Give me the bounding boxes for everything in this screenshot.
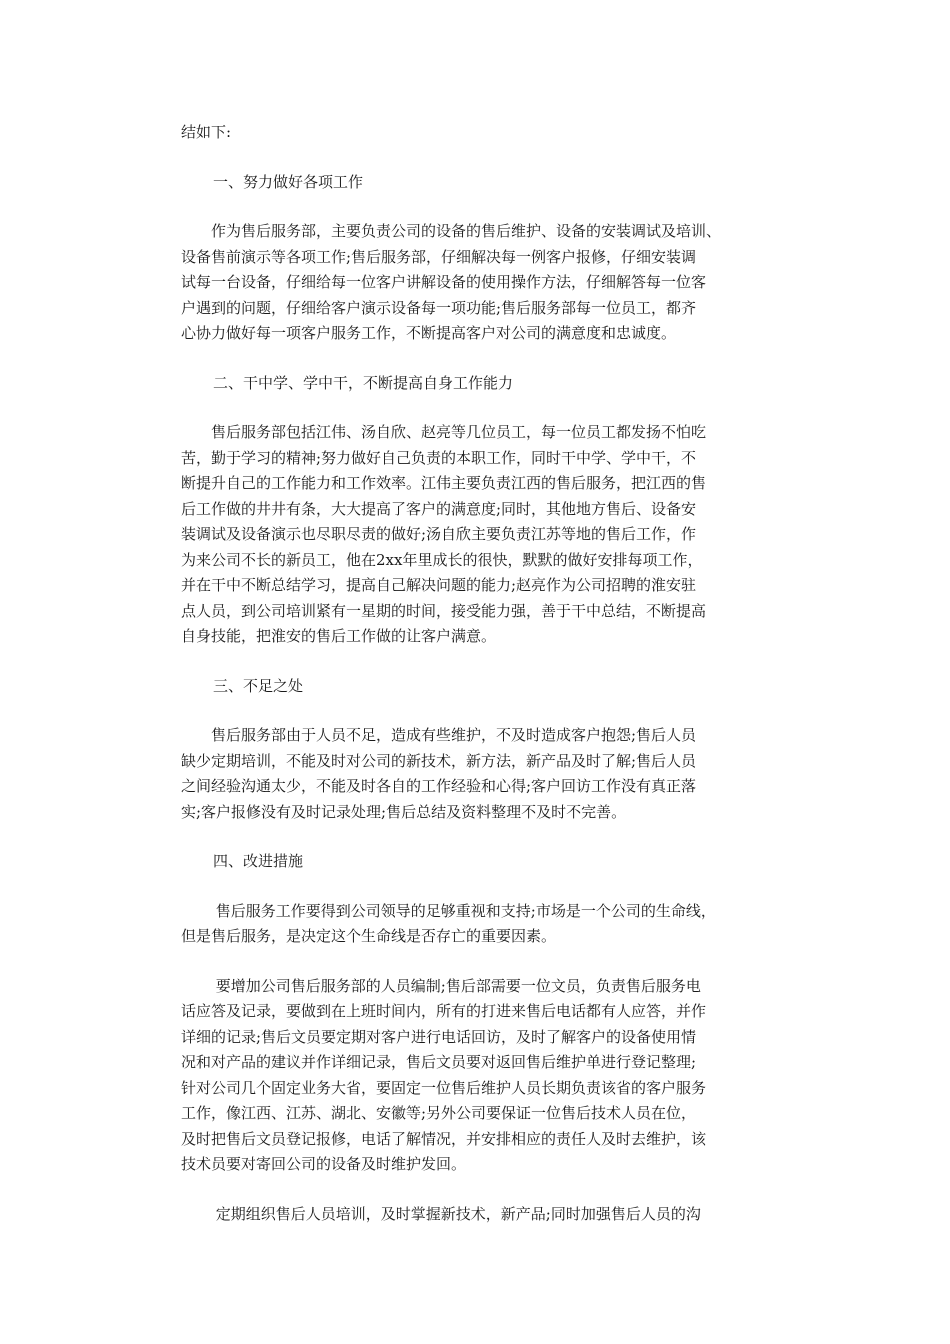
text-line: 况和对产品的建议并作详细记录，售后文员要对返回售后维护单进行登记整理; — [181, 1053, 697, 1071]
text-line: 详细的记录;售后文员要定期对客户进行电话回访，及时了解客户的设备使用情 — [181, 1027, 697, 1046]
text-line: 但是售后服务，是决定这个生命线是否存亡的重要因素。 — [181, 927, 557, 945]
section-heading-2: 二、干中学、学中干，不断提高自身工作能力 — [213, 373, 514, 392]
opening-line: 结如下: — [181, 123, 232, 141]
text-line: 定期组织售后人员培训，及时掌握新技术，新产品;同时加强售后人员的沟 — [181, 1204, 701, 1223]
text-line: 自身技能，把淮安的售后工作做的让客户满意。 — [181, 627, 497, 645]
text-line: 工作，像江西、江苏、湖北、安徽等;另外公司要保证一位售后技术人员在位， — [181, 1104, 697, 1122]
text-line: 售后服务部由于人员不足，造成有些维护，不及时造成客户抱怨;售后人员 — [181, 726, 697, 744]
text-line: 售后服务工作要得到公司领导的足够重视和支持;市场是一个公司的生命线， — [181, 901, 716, 920]
section-4-paragraph-3 — [181, 1202, 781, 1228]
section-4-paragraph-1 — [181, 899, 781, 950]
text-line: 话应答及记录，要做到在上班时间内，所有的打进来售后电话都有人应答，并作 — [181, 1002, 707, 1020]
section-4-paragraph-2 — [181, 974, 781, 1178]
text-line: 设备售前演示等各项工作;售后服务部，仔细解决每一例客户报修，仔细安装调 — [181, 247, 697, 266]
text-line: 为来公司不长的新员工，他在2xx年里成长的很快，默默的做好安排每项工作， — [181, 550, 703, 569]
section-heading-4: 四、改进措施 — [213, 852, 304, 870]
text-line: 户遇到的问题，仔细给客户演示设备每一项功能;售后服务部每一位员工，都齐 — [181, 298, 697, 317]
text-line: 技术员要对寄回公司的设备及时维护发回。 — [181, 1155, 467, 1173]
text-line: 缺少定期培训，不能及时对公司的新技术，新方法，新产品及时了解;售后人员 — [181, 751, 697, 770]
text-line: 试每一台设备，仔细给每一位客户讲解设备的使用操作方法，仔细解答每一位客 — [181, 273, 707, 291]
section-1-paragraph-1 — [181, 219, 781, 347]
text-line: 及时把售后文员登记报修，电话了解情况，并安排相应的责任人及时去维护，该 — [181, 1129, 707, 1148]
section-heading-3: 三、不足之处 — [213, 676, 304, 695]
text-line: 要增加公司售后服务部的人员编制;售后部需要一位文员，负责售后服务电 — [181, 976, 701, 995]
section-3-paragraph-1 — [181, 723, 781, 825]
text-line: 售后服务部包括江伟、汤自欣、赵亮等几位员工，每一位员工都发扬不怕吃 — [181, 423, 707, 441]
text-line: 之间经验沟通太少，不能及时各自的工作经验和心得;客户回访工作没有真正落 — [181, 777, 697, 795]
text-line: 并在干中不断总结学习，提高自己解决问题的能力;赵亮作为公司招聘的淮安驻 — [181, 576, 697, 594]
section-2-paragraph-1 — [181, 420, 781, 650]
text-line: 苦，勤于学习的精神;努力做好自己负责的本职工作，同时干中学、学中干，不 — [181, 448, 697, 467]
section-heading-1: 一、努力做好各项工作 — [213, 172, 364, 191]
text-line: 后工作做的井井有条，大大提高了客户的满意度;同时，其他地方售后、设备安 — [181, 499, 697, 518]
document-body — [181, 120, 781, 1227]
text-line: 心协力做好每一项客户服务工作，不断提高客户对公司的满意度和忠诚度。 — [181, 324, 677, 342]
text-line: 断提升自己的工作能力和工作效率。江伟主要负责江西的售后服务，把江西的售 — [181, 474, 707, 492]
text-line: 装调试及设备演示也尽职尽责的做好;汤自欣主要负责江苏等地的售后工作，作 — [181, 525, 697, 543]
text-line: 实;客户报修没有及时记录处理;售后总结及资料整理不及时不完善。 — [181, 802, 627, 821]
text-line: 作为售后服务部，主要负责公司的设备的售后维护、设备的安装调试及培训、 — [181, 222, 722, 240]
text-line: 针对公司几个固定业务大省，要固定一位售后维护人员长期负责该省的客户服务 — [181, 1078, 707, 1097]
text-line: 点人员，到公司培训紧有一星期的时间，接受能力强，善于干中总结，不断提高 — [181, 601, 707, 620]
